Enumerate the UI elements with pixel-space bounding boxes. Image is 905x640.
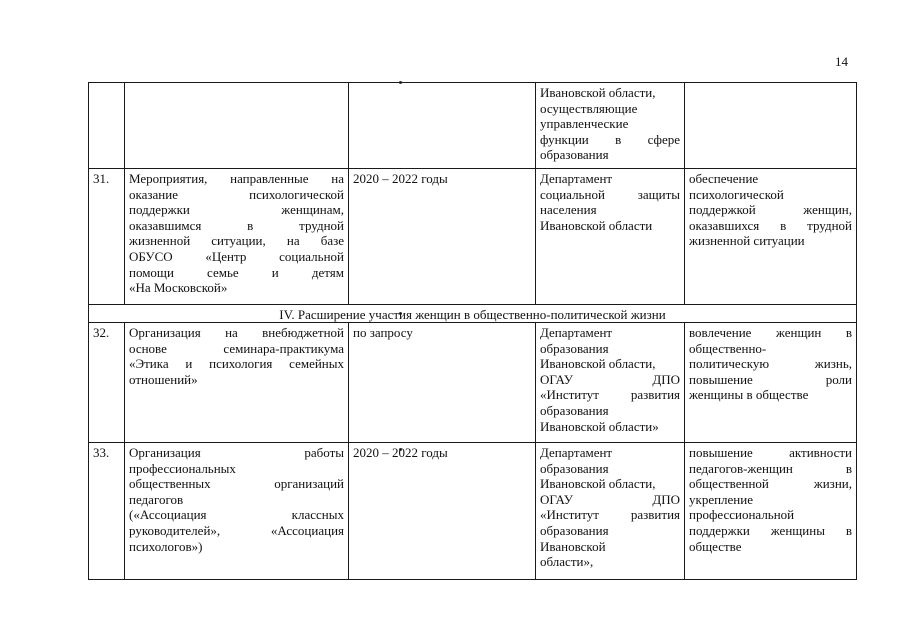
executor-line: Департамент — [540, 325, 613, 340]
event-line: помощи семье и детям — [129, 264, 344, 280]
event-line: отношений» — [129, 371, 198, 387]
executor-line: образования — [540, 147, 609, 163]
cell-number: 31. — [89, 169, 125, 305]
result-line: укрепление — [689, 491, 753, 507]
executor-line: «Институт развития — [540, 387, 680, 403]
cell-number: 33. — [89, 443, 125, 580]
executor-line: Департамент — [540, 445, 613, 460]
cell-event — [125, 83, 349, 169]
table-row-33 — [89, 443, 857, 580]
executor-line: «Институт развития — [540, 507, 680, 523]
table-row-31 — [89, 169, 857, 305]
event-line: поддержки женщинам, — [129, 202, 344, 218]
executor-line: образования — [540, 522, 609, 538]
result-line: общественно- — [689, 340, 767, 356]
executor-line: управленческие — [540, 116, 629, 132]
executor-line: Ивановской области» — [540, 418, 659, 434]
executor-line: ОГАУ ДПО — [540, 371, 680, 387]
event-line: Мероприятия, направленные на — [129, 171, 344, 186]
cell-event — [125, 169, 349, 305]
cell-term: 2020 – 2022 годы — [349, 169, 536, 305]
table-row-continuation — [89, 83, 857, 169]
executor-line: образования — [540, 340, 609, 356]
result-line: повышение активности — [689, 445, 852, 460]
event-line: Организация на внебюджетной — [129, 325, 344, 340]
executor-line: Департамент — [540, 171, 613, 186]
cell-term — [349, 83, 536, 169]
cell-result — [685, 83, 857, 169]
result-line: вовлечение женщин в — [689, 325, 852, 340]
cell-executor — [536, 323, 685, 443]
event-line: оказание психологической — [129, 186, 344, 202]
event-line: основе семинара-практикума — [129, 340, 344, 356]
result-line: женщины в обществе — [689, 387, 809, 403]
executor-line: функции в сфере — [540, 131, 680, 147]
cell-term: по запросу — [349, 323, 536, 443]
event-line: оказавшимся в трудной — [129, 217, 344, 233]
result-line: психологической — [689, 186, 784, 202]
result-line: педагогов-женщин в — [689, 460, 852, 476]
event-line: общественных организаций — [129, 476, 344, 492]
executor-line: ОГАУ ДПО — [540, 491, 680, 507]
executor-line: Ивановской — [540, 538, 606, 554]
executor-line: Ивановской области, — [540, 85, 656, 100]
event-line: Организация работы — [129, 445, 344, 460]
executor-line: Ивановской области — [540, 217, 653, 233]
table-row-32 — [89, 323, 857, 443]
event-line: педагогов — [129, 491, 184, 507]
cell-event — [125, 443, 349, 580]
executor-line: населения — [540, 202, 597, 218]
executor-line: образования — [540, 402, 609, 418]
event-line: жизненной ситуации, на базе — [129, 233, 344, 249]
result-line: повышение роли — [689, 371, 852, 387]
page-number: 14 — [835, 54, 848, 69]
event-line: психологов») — [129, 538, 203, 554]
measures-table — [88, 82, 857, 580]
cell-event — [125, 323, 349, 443]
executor-line: образования — [540, 460, 609, 476]
event-line: руководителей», «Ассоциация — [129, 522, 344, 538]
result-line: профессиональной — [689, 507, 795, 523]
cell-number: 32. — [89, 323, 125, 443]
cell-result — [685, 169, 857, 305]
result-line: общественной жизни, — [689, 476, 852, 492]
cell-result — [685, 323, 857, 443]
result-line: обеспечение — [689, 171, 759, 186]
result-line: оказавшихся в трудной — [689, 217, 852, 233]
event-line: («Ассоциация классных — [129, 507, 344, 523]
event-line: профессиональных — [129, 460, 236, 476]
executor-line: осуществляющие — [540, 100, 638, 116]
result-line: политическую жизнь, — [689, 356, 852, 372]
section-row — [89, 305, 857, 323]
executor-line: области», — [540, 554, 594, 570]
event-line: ОБУСО «Центр социальной — [129, 248, 344, 264]
result-line: обществе — [689, 538, 742, 554]
result-line: жизненной ситуации — [689, 233, 805, 249]
section-heading: IV. Расширение участия женщин в общественно-политической жизни — [89, 305, 857, 323]
cell-result — [685, 443, 857, 580]
result-line: поддержки женщины в — [689, 522, 852, 538]
cell-number — [89, 83, 125, 169]
event-line: «Этика и психология семейных — [129, 356, 344, 372]
executor-line: социальной защиты — [540, 186, 680, 202]
event-line: «На Московской» — [129, 280, 228, 296]
result-line: поддержкой женщин, — [689, 202, 852, 218]
executor-line: Ивановской области, — [540, 356, 656, 372]
cell-executor — [536, 443, 685, 580]
executor-line: Ивановской области, — [540, 476, 656, 492]
cell-executor — [536, 169, 685, 305]
cell-executor — [536, 83, 685, 169]
cell-term: 2020 – 2022 годы — [349, 443, 536, 580]
